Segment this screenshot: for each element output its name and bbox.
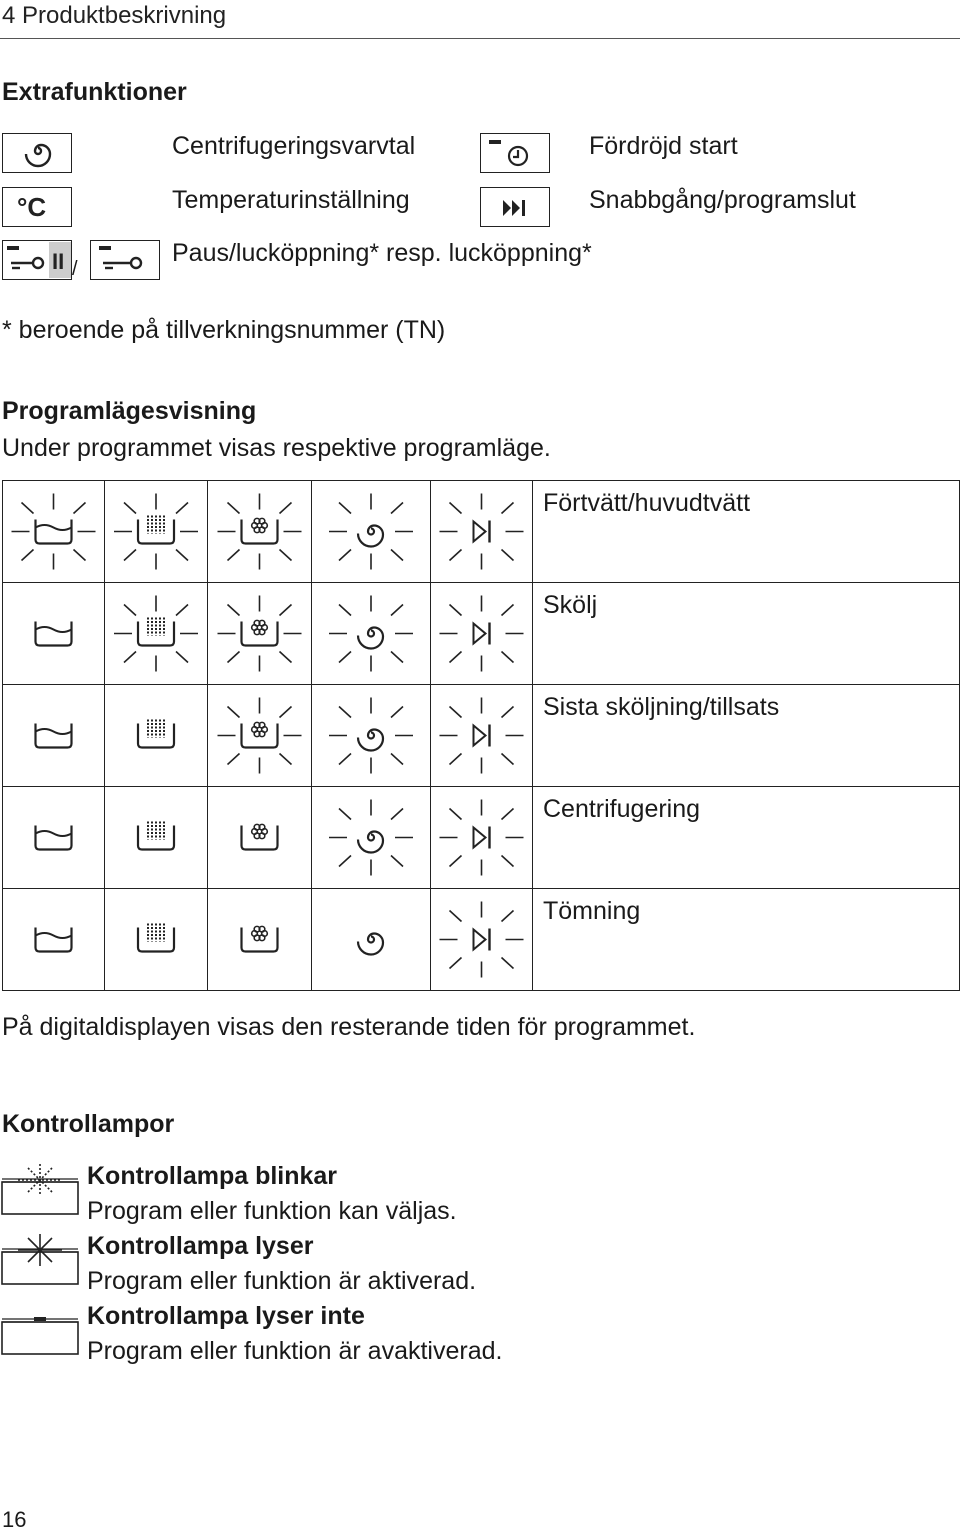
fast-forward-button — [480, 187, 550, 227]
mode-label-cell — [533, 481, 960, 583]
spin-speed-button — [2, 133, 72, 173]
mode-label: Sista sköljning/tillsats — [543, 693, 780, 721]
spin-icon — [312, 481, 430, 582]
mode-cell — [3, 685, 105, 787]
rinse-icon — [105, 685, 207, 786]
mode-cell — [431, 787, 533, 889]
temperature-button — [2, 187, 72, 227]
mode-cell — [431, 481, 533, 583]
temperature-icon: °C — [17, 192, 47, 222]
mode-cell — [312, 685, 431, 787]
footnote: * beroende på tillverkningsnummer (TN) — [2, 316, 446, 344]
spin-icon — [312, 787, 430, 888]
end-icon — [431, 685, 532, 786]
lamp-description: Program eller funktion kan väljas. — [87, 1197, 457, 1225]
wash-icon — [3, 583, 104, 684]
mode-label: Förtvätt/huvudtvätt — [543, 489, 751, 517]
fast-forward-label: Snabbgång/programslut — [589, 186, 856, 214]
lamp-title: Kontrollampa blinkar — [87, 1162, 338, 1190]
rinse-icon — [105, 889, 207, 990]
mode-label: Skölj — [543, 591, 598, 619]
fast-forward-icon — [481, 188, 551, 228]
softener-icon — [208, 685, 311, 786]
end-icon — [431, 787, 532, 888]
mode-cell — [312, 481, 431, 583]
mode-label: Tömning — [543, 897, 641, 925]
spin-icon — [312, 889, 430, 990]
mode-cell — [3, 583, 105, 685]
mode-cell — [105, 583, 208, 685]
mode-cell — [312, 889, 431, 991]
page-number: 16 — [2, 1507, 27, 1532]
mode-cell — [431, 583, 533, 685]
mode-label: Centrifugering — [543, 795, 701, 823]
extras-title: Extrafunktioner — [2, 78, 187, 106]
pause-door-label: Paus/lucköppning* resp. lucköppning* — [172, 239, 592, 267]
delay-start-label: Fördröjd start — [589, 132, 738, 160]
rinse-icon — [105, 787, 207, 888]
softener-icon — [208, 889, 311, 990]
mode-cell — [3, 481, 105, 583]
lamp-off-icon — [0, 1300, 80, 1356]
rinse-icon — [105, 583, 207, 684]
pause-icon: II — [52, 249, 65, 274]
mode-label-cell — [533, 889, 960, 991]
softener-icon — [208, 583, 311, 684]
end-icon — [431, 481, 532, 582]
softener-icon — [208, 481, 311, 582]
door-key-icon — [91, 241, 161, 281]
mode-label-cell — [533, 787, 960, 889]
rinse-icon — [105, 481, 207, 582]
lamp-blink-icon — [0, 1160, 80, 1216]
mode-row — [3, 685, 960, 787]
mode-cell — [208, 889, 312, 991]
mode-row — [3, 787, 960, 889]
temperature-label: Temperaturinställning — [172, 186, 410, 214]
mode-row — [3, 583, 960, 685]
wash-icon — [3, 787, 104, 888]
spin-speed-label: Centrifugeringsvarvtal — [172, 132, 416, 160]
lamp-title: Kontrollampa lyser inte — [87, 1302, 365, 1330]
end-icon — [431, 583, 532, 684]
door-button — [90, 240, 160, 280]
lamp-description: Program eller funktion är aktiverad. — [87, 1267, 477, 1295]
mode-cell — [312, 583, 431, 685]
mode-cell — [208, 481, 312, 583]
lamp-title: Kontrollampa lyser — [87, 1232, 314, 1260]
section-header: 4 Produktbeskrivning — [2, 2, 227, 29]
mode-row — [3, 481, 960, 583]
wash-icon — [3, 685, 104, 786]
mode-cell — [3, 889, 105, 991]
wash-icon — [3, 481, 104, 582]
delay-start-button — [480, 133, 550, 173]
modes-note: På digitaldisplayen visas den resterande tiden för programmet. — [2, 1013, 696, 1041]
mode-cell — [312, 787, 431, 889]
mode-cell — [431, 889, 533, 991]
mode-cell — [431, 685, 533, 787]
mode-cell — [3, 787, 105, 889]
spin-speed-icon — [3, 134, 73, 174]
mode-cell — [105, 889, 208, 991]
mode-cell — [208, 685, 312, 787]
lamps-title: Kontrollampor — [2, 1110, 175, 1138]
mode-label-cell — [533, 685, 960, 787]
program-mode-table — [2, 480, 960, 991]
lamp-description: Program eller funktion är avaktiverad. — [87, 1337, 503, 1365]
pause-door-button — [2, 240, 72, 280]
mode-cell — [208, 787, 312, 889]
modes-title: Programlägesvisning — [2, 397, 257, 425]
mode-cell — [105, 787, 208, 889]
mode-cell — [208, 583, 312, 685]
delay-start-icon — [481, 134, 551, 174]
softener-icon — [208, 787, 311, 888]
modes-intro: Under programmet visas respektive programläge. — [2, 434, 551, 462]
wash-icon — [3, 889, 104, 990]
spin-icon — [312, 583, 430, 684]
mode-cell — [105, 481, 208, 583]
mode-cell — [105, 685, 208, 787]
icon-separator: / — [72, 258, 78, 280]
mode-row — [3, 889, 960, 991]
lamp-on-icon — [0, 1230, 80, 1286]
end-icon — [431, 889, 532, 990]
spin-icon — [312, 685, 430, 786]
mode-label-cell — [533, 583, 960, 685]
header-divider — [0, 38, 960, 39]
